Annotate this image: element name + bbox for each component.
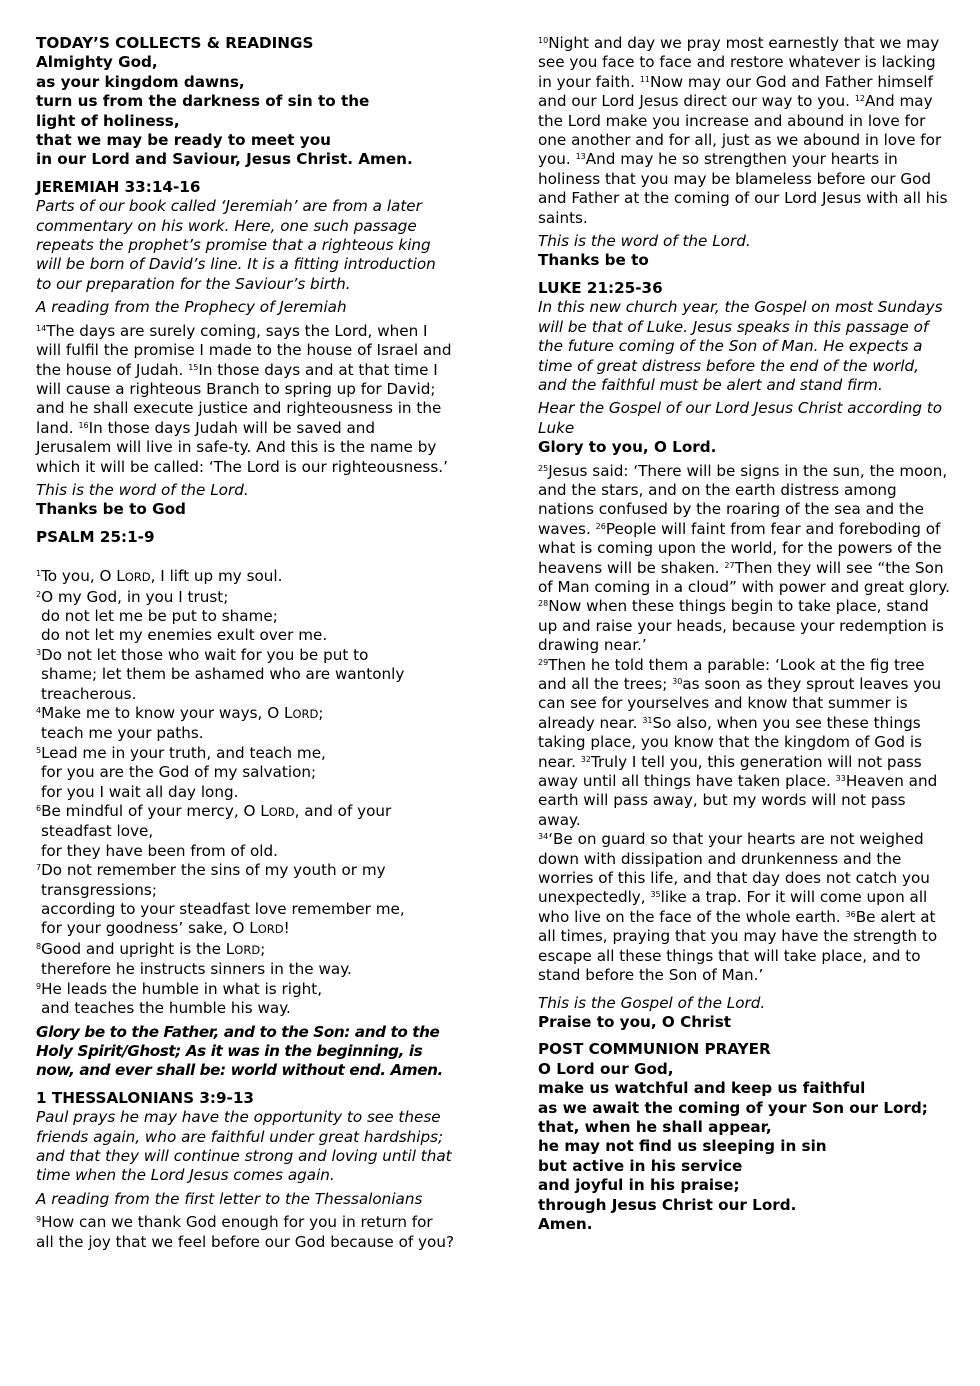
jeremiah-response-lead: This is the word of the Lord.: [36, 480, 249, 499]
verse-number: 9: [36, 981, 42, 991]
verse-text: In those days and at that time I will cause a righteous Branch to spring up for David; and he shall execute justice and righteousness in the land.: [36, 360, 442, 437]
thessalonians-announcement: A reading from the first letter to the Thessalonians: [36, 1189, 423, 1208]
verse-number: 26: [595, 521, 606, 531]
verse-text: Be alert at all times, praying that you may have the strength to escape all these things that will take place, and to stand before the Son of Man.’: [538, 907, 938, 985]
thessalonians-text-continued: [538, 34, 950, 228]
thessalonians-intro: Paul prays he may have the opportunity to see these friends again, who are faithful under great hardships; and that they will continue strong and loving until that time when the Lord Jesus comes again.: [36, 1108, 452, 1185]
psalm-line: [36, 802, 454, 822]
verse-number: 5: [36, 745, 42, 755]
psalm-line: [36, 940, 454, 960]
verse-number: 29: [538, 657, 549, 667]
psalm-line: [36, 704, 454, 724]
verse-number: 31: [642, 715, 653, 725]
psalm-line: [36, 960, 454, 979]
verse-number: 6: [36, 804, 42, 814]
prayer-line: but active in his service: [538, 1156, 743, 1175]
psalm-line-text: O my God, in you I trust;: [41, 587, 229, 606]
psalm-line-text: do not let my enemies exult over me.: [41, 626, 328, 645]
verse-text: Now when these things begin to take place, stand up and raise your heads, because your redemption is drawing near.’: [538, 597, 944, 655]
psalm-line-text: treacherous.: [41, 684, 137, 703]
verse-number: 15: [188, 362, 199, 372]
psalm-line: [36, 607, 454, 626]
psalm-line: [36, 919, 454, 939]
prayer-line: O Lord our God,: [538, 1059, 674, 1078]
gloria-patri: Glory be to the Father, and to the Son: and to the Holy Spirit/Ghost; As it was in the beginning, is now, and ever shall be: world without end. Amen.: [36, 1022, 443, 1080]
small-caps-text: ORD: [257, 922, 284, 937]
verse-text: Night and day we pray most earnestly that we may see you face to face and restore whatever is lacking in your faith.: [538, 34, 940, 91]
small-caps-text: ORD: [234, 942, 261, 957]
psalm-line: [36, 685, 454, 704]
prayer-line: that, when he shall appear,: [538, 1117, 772, 1136]
prayer-line: Amen.: [538, 1214, 593, 1233]
collect-line: turn us from the darkness of sin to the: [36, 92, 370, 111]
psalm-line-text: Be mindful of your mercy, O L: [41, 802, 269, 821]
verse-text: In those days Judah will be saved and Jerusalem will live in safe-ty. And this is the name by which it will be called: ‘The Lord is our righteousness.’: [36, 418, 448, 476]
verse-number: 32: [580, 754, 591, 764]
psalm-line-text: , I lift up my soul.: [150, 567, 283, 586]
small-caps-text: ORD: [268, 805, 295, 820]
jeremiah-heading: JEREMIAH 33:14-16: [36, 177, 201, 196]
psalm-line: [36, 900, 454, 919]
verse-number: 16: [78, 420, 89, 430]
verse-number: 36: [845, 909, 856, 919]
thessalonians-heading: 1 THESSALONIANS 3:9-13: [36, 1088, 254, 1107]
verse-number: 11: [639, 74, 650, 84]
psalm-line-text: do not let me be put to shame;: [41, 606, 278, 625]
verse-number: 25: [538, 463, 549, 473]
psalm-line-text: according to your steadfast love remember me,: [41, 900, 405, 919]
jeremiah-section: [36, 178, 454, 520]
luke-response-lead: This is the Gospel of the Lord.: [538, 993, 766, 1012]
verse-number: 33: [835, 774, 846, 784]
thessalonians-section: [36, 1089, 454, 1252]
verse-text: And may he so strengthen your hearts in holiness that you may be blameless before our God and Father at the coming of our Lord Jesus with all his saints.: [538, 150, 948, 227]
psalm-line-text: Do not remember the sins of my youth or my: [41, 861, 386, 880]
verse-text: People will faint from fear and foreboding of what is coming upon the world, for the powers of the heavens will be shaken.: [538, 519, 942, 577]
prayer-line: as we await the coming of your Son our Lord;: [538, 1098, 928, 1117]
psalm-line: [36, 999, 454, 1018]
collect-line: in our Lord and Saviour, Jesus Christ. Amen.: [36, 150, 413, 169]
psalm-line-text: for your goodness’ sake, O L: [41, 919, 258, 938]
psalm-line: [36, 763, 454, 782]
verse-text: as soon as they sprout leaves you can see for yourselves and know that summer is already near.: [538, 675, 942, 732]
psalm-line-text: !: [283, 919, 290, 938]
collect-heading: TODAY’S COLLECTS & READINGS: [36, 34, 314, 52]
verse-text: Heaven and earth will pass away, but my words will not pass away.: [538, 772, 938, 829]
jeremiah-announcement: A reading from the Prophecy of Jeremiah: [36, 298, 347, 317]
psalm-line-text: He leads the humble in what is right,: [41, 979, 323, 998]
right-column: [538, 34, 950, 1234]
jeremiah-response: Thanks be to God: [36, 500, 186, 519]
psalm-line-text: for you are the God of my salvation;: [41, 763, 317, 782]
verse-number: 28: [538, 599, 549, 609]
psalm-line-text: transgressions;: [41, 880, 157, 899]
psalm-line-text: therefore he instructs sinners in the way.: [41, 960, 352, 979]
psalm-line-text: for they have been from of old.: [41, 841, 278, 860]
verse-number: 27: [724, 560, 735, 570]
verse-number: 13: [575, 152, 586, 162]
verse-number: 1: [36, 569, 42, 579]
verse-number: 9: [36, 1215, 42, 1225]
post-communion-heading: POST COMMUNION PRAYER: [538, 1040, 771, 1059]
collect-line: Almighty God,: [36, 53, 158, 72]
psalm-line: [36, 588, 454, 607]
verse-number: 7: [36, 863, 42, 873]
collect-section: [36, 34, 454, 170]
prayer-line: make us watchful and keep us faithful: [538, 1079, 866, 1098]
psalm-line: [36, 881, 454, 900]
psalm-text: [36, 567, 454, 1018]
verse-text: And may the Lord make you increase and abound in love for one another and for all, just as we abound in love for you.: [538, 92, 942, 169]
verse-text: ‘Be on guard so that your hearts are not weighed down with dissipation and drunkenness and the worries of this life, and that day does not catch you unexpectedly,: [538, 830, 930, 907]
psalm-line-text: steadfast love,: [41, 822, 154, 841]
collect-line: as your kingdom dawns,: [36, 72, 245, 91]
thessalonians-text: [36, 1213, 454, 1252]
luke-paragraph: [538, 656, 950, 831]
verse-text: How can we thank God enough for you in return for all the joy that we feel before our God because of you?: [36, 1213, 455, 1251]
psalm-line-text: for you I wait all day long.: [41, 782, 239, 801]
luke-paragraph: [538, 462, 950, 656]
post-communion-prayer: [538, 1060, 950, 1235]
thessalonians-continued: [538, 34, 950, 271]
luke-response: Praise to you, O Christ: [538, 1012, 732, 1031]
jeremiah-intro: Parts of our book called ‘Jeremiah’ are from a later commentary on his work. Here, one such passage repeats the prophet’s promise that a righteous king will be born of David’s line. It is a fitting introduction to our preparation for the Saviour’s birth.: [36, 197, 436, 293]
psalm-line: [36, 665, 454, 684]
verse-number: 30: [672, 677, 683, 686]
psalm-line: [36, 744, 454, 763]
collect-line: that we may be ready to meet you: [36, 131, 331, 150]
verse-number: 2: [36, 589, 42, 599]
left-column: [36, 34, 454, 1252]
psalm-section: [36, 528, 454, 1081]
psalm-line: [36, 861, 454, 880]
verse-number: 34: [538, 832, 549, 842]
thessalonians-response: Thanks be to: [538, 251, 649, 270]
small-caps-text: ORD: [292, 707, 319, 721]
collect-line: light of holiness,: [36, 111, 180, 130]
psalm-line-text: shame; let them be ashamed who are wantonly: [41, 665, 405, 684]
psalm-line-text: teach me your paths.: [41, 724, 204, 743]
verse-text: Now may our God and Father himself and our Lord Jesus direct our way to you.: [538, 72, 933, 111]
luke-announcement: Hear the Gospel of our Lord Jesus Christ according to Luke: [538, 399, 943, 437]
verse-number: 35: [650, 890, 661, 900]
psalm-line-text: Lead me in your truth, and teach me,: [41, 743, 326, 762]
verse-text: like a trap. For it will come upon all who live on the face of the whole earth.: [538, 888, 928, 926]
small-caps-text: ORD: [124, 570, 151, 585]
post-communion-section: [538, 1040, 950, 1234]
psalm-line-text: and teaches the humble his way.: [41, 999, 291, 1018]
verse-text: So also, when you see these things taking place, you know that the kingdom of God is near.: [538, 713, 922, 771]
psalm-line: [36, 822, 454, 841]
verse-text: Jesus said: ‘There will be signs in the sun, the moon, and the stars, and on the earth distress among nations confused by the roaring of the sea and the waves.: [538, 461, 948, 538]
psalm-line-text: Do not let those who wait for you be put to: [41, 645, 369, 664]
verse-text: The days are surely coming, says the Lord, when I will fulfil the promise I made to the house of Israel and the house of Judah.: [36, 321, 452, 379]
psalm-line-text: ;: [318, 704, 324, 722]
psalm-heading: PSALM 25:1-9: [36, 527, 155, 546]
verse-number: 14: [36, 323, 47, 333]
collect-prayer: [36, 53, 454, 169]
psalm-line: [36, 724, 454, 743]
luke-paragraph: [538, 830, 950, 985]
psalm-line: [36, 646, 454, 665]
psalm-line-text: To you, O L: [41, 567, 125, 586]
verse-number: 4: [36, 706, 42, 715]
verse-number: 10: [538, 36, 549, 45]
psalm-line-text: , and of your: [294, 802, 392, 821]
psalm-line: [36, 842, 454, 861]
psalm-line: [36, 567, 454, 587]
psalm-line: [36, 783, 454, 802]
luke-acclamation: Glory to you, O Lord.: [538, 438, 717, 457]
psalm-line-text: ;: [260, 939, 266, 958]
prayer-line: and joyful in his praise;: [538, 1176, 740, 1195]
verse-text: Truly I tell you, this generation will not pass away until all things have taken place.: [538, 752, 922, 791]
psalm-line-text: Make me to know your ways, O L: [41, 704, 293, 722]
psalm-line: [36, 626, 454, 645]
verse-number: 3: [36, 647, 42, 657]
luke-heading: LUKE 21:25-36: [538, 278, 663, 297]
luke-intro: In this new church year, the Gospel on most Sundays will be that of Luke. Jesus speaks in this passage of the future coming of the Son of Man. He expects a time of great distress before the end of the world, and the faithful must be alert and stand firm.: [538, 298, 943, 394]
thessalonians-response-lead: This is the word of the Lord.: [538, 232, 751, 251]
psalm-line: [36, 980, 454, 999]
luke-section: [538, 279, 950, 1032]
prayer-line: he may not find us sleeping in sin: [538, 1137, 827, 1156]
verse-text: Then they will see “the Son of Man coming in a cloud” with power and great glory.: [538, 558, 950, 596]
jeremiah-text: [36, 322, 454, 477]
psalm-line-text: Good and upright is the L: [41, 939, 235, 958]
verse-number: 12: [854, 94, 866, 104]
prayer-line: through Jesus Christ our Lord.: [538, 1195, 797, 1214]
verse-text: Then he told them a parable: ‘Look at the fig tree and all the trees;: [538, 655, 925, 693]
verse-number: 8: [36, 941, 42, 951]
